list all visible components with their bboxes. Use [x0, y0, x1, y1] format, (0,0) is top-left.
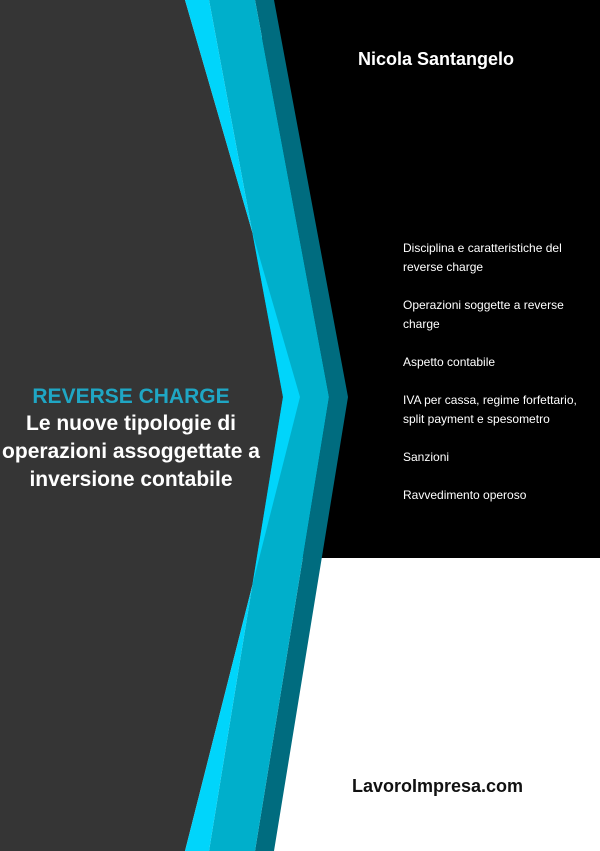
topic-item: Disciplina e caratteristiche del reverse charge	[403, 241, 562, 274]
topic-item: IVA per cassa, regime forfettario, split payment e spesometro	[403, 393, 577, 426]
topic-item: Aspetto contabile	[403, 355, 496, 369]
topic-item: Ravvedimento operoso	[403, 488, 527, 502]
topic-list	[403, 239, 588, 524]
topic-item: Operazioni soggette a reverse charge	[403, 298, 564, 331]
publisher-name: LavoroImpresa.com	[352, 776, 524, 796]
topic-item: Sanzioni	[403, 450, 450, 464]
book-title	[0, 383, 262, 494]
author-name: Nicola Santangelo	[358, 49, 515, 69]
title-kicker: REVERSE CHARGE	[32, 385, 230, 408]
title-main: Le nuove tipologie di operazioni assoggettate a inversione contabile	[2, 412, 260, 491]
